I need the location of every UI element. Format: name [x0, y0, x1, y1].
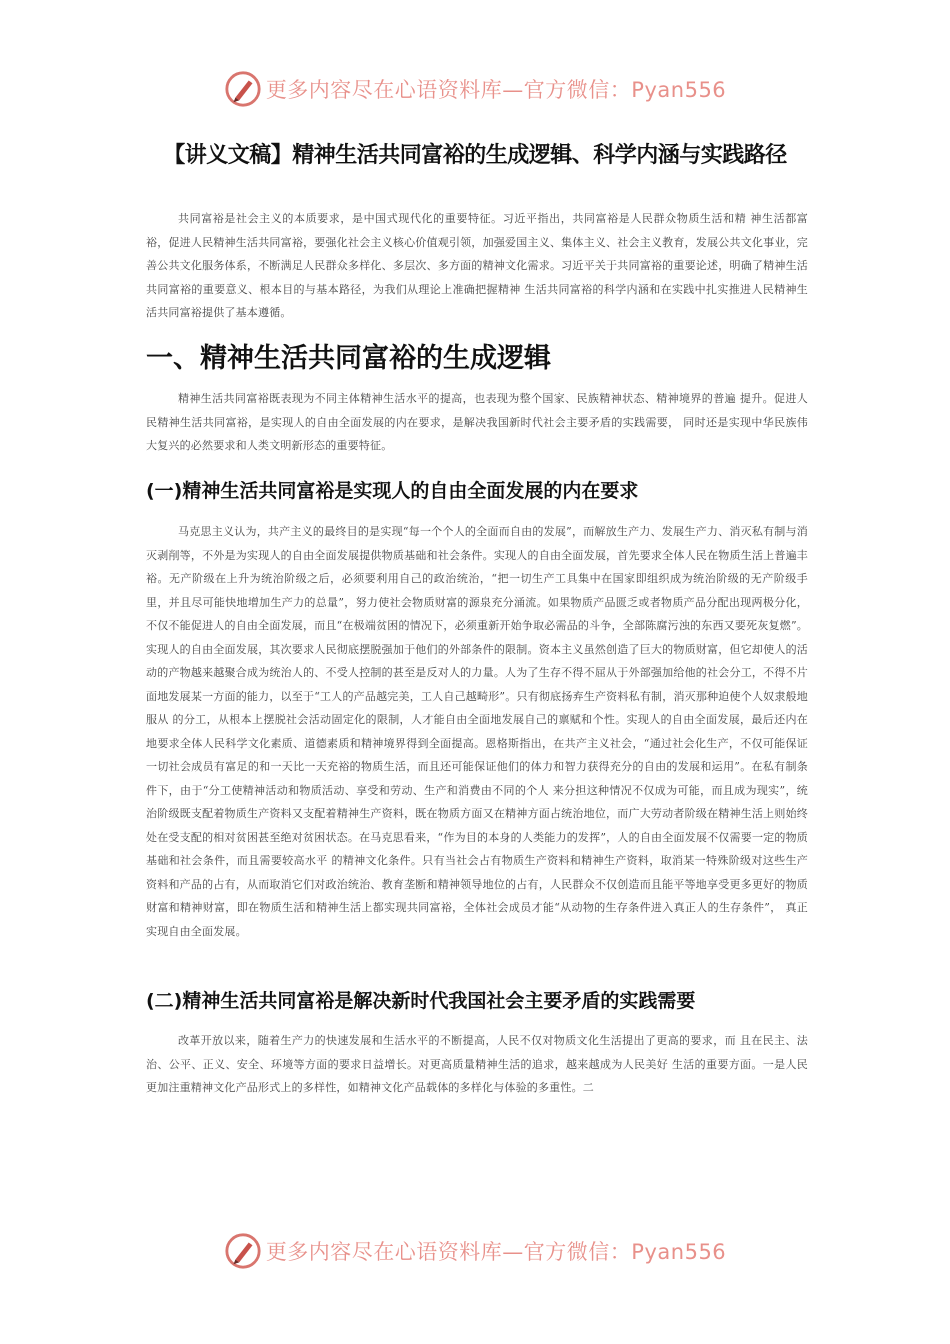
pen-logo-icon	[224, 1232, 262, 1270]
document-title: 【讲义文稿】精神生活共同富裕的生成逻辑、科学内涵与实践路径	[163, 143, 787, 168]
subsection-heading-2: (二)精神生活共同富裕是解决新时代我国社会主要矛盾的实践需要	[146, 990, 696, 1012]
banner-text: 更多内容尽在心语资料库—官方微信：Pyan556	[265, 1240, 727, 1264]
pen-logo-icon	[224, 70, 262, 108]
intro-paragraph: 共同富裕是社会主义的本质要求，是中国式现代化的重要特征。习近平指出，共同富裕是人民群众物质生活和精 神生活都富裕，促进人民精神生活共同富裕，要强化社会主义核心价值观引领，加强爱国主义、集体主义、社会主义教育，发展公共文化事业，完善公共文化服务体系，不断满足人民群众多样化、多层次、多方面的精神文化需求。习近平关于共同富裕的重要论述，明确了精神生活共同富裕的重要意义、根本目的与基本路径，为我们从理论上准确把握精神 生活共同富裕的科学内涵和在实践中扎实推进人民精神生活共同富裕提供了基本遵循。	[146, 212, 808, 319]
section-heading-1: 一、精神生活共同富裕的生成逻辑	[146, 343, 551, 374]
section-1-paragraph: 精神生活共同富裕既表现为不同主体精神生活水平的提高，也表现为整个国家、民族精神状态、精神境界的普遍 提升。促进人民精神生活共同富裕，是实现人的自由全面发展的内在要求，是解决我国新时代社会主要矛盾的实践需要， 同时还是实现中华民族伟大复兴的必然要求和人类文明新形态的重要特征。	[146, 392, 808, 452]
banner-text: 更多内容尽在心语资料库—官方微信：Pyan556	[265, 78, 727, 102]
footer-banner	[0, 1232, 950, 1270]
subsection-heading-1: (一)精神生活共同富裕是实现人的自由全面发展的内在要求	[146, 480, 639, 502]
subsection-1-paragraph: 马克思主义认为，共产主义的最终目的是实现“每一个个人的全面而自由的发展”，而解放生产力、发展生产力、消灭私有制与消灭剥削等，不外是为实现人的自由全面发展提供物质基础和社会条件。实现人的自由全面发展，首先要求全体人民在物质生活上普遍丰裕。无产阶级在上升为统治阶级之后，必须要利用自己的政治统治，“把一切生产工具集中在国家即组织成为统治阶级的无产阶级手里，并且尽可能快地增加生产力的总量”，努力使社会物质财富的源泉充分涌流。如果物质产品匮乏或者物质产品分配出现两极分化，不仅不能促进人的自由全面发展，而且“在极端贫困的情况下，必须重新开始争取必需品的斗争，全部陈腐污浊的东西又要死灰复燃”。实现人的自由全面发展，其次要求人民彻底摆脱强加于他们的外部条件的限制。资本主义虽然创造了巨大的物质财富，但它却使人的活动的产物越来越聚合成为统治人的、不受人控制的甚至是反对人的力量。人为了生存不得不屈从于外部强加给他的社会分工，不得不片面地发展某一方面的能力，以至于“工人的产品越完美，工人自己越畸形”。只有彻底扬弃生产资料私有制，消灭那种迫使个人奴隶般地服从 的分工，从根本上摆脱社会活动固定化的限制，人才能自由全面地发展自己的禀赋和个性。实现人的自由全面发展，最后还内在地要求全体人民科学文化素质、道德素质和精神境界得到全面提高。恩格斯指出，在共产主义社会，“通过社会化生产，不仅可能保证一切社会成员有富足的和一天比一天充裕的物质生活，而且还可能保证他们的体力和智力获得充分的自由的发展和运用”。在私有制条件下，由于“分工使精神活动和物质活动、享受和劳动、生产和消费由不同的个人 来分担这种情况不仅成为可能，而且成为现实”，统治阶级既支配着物质生产资料又支配着精神生产资料，既在物质方面又在精神方面占统治地位，而广大劳动者阶级在精神生活上则始终处在受支配的相对贫困甚至绝对贫困状态。在马克思看来，“作为目的本身的人类能力的发挥”，人的自由全面发展不仅需要一定的物质基础和社会条件，而且需要较高水平 的精神文化条件。只有当社会占有物质生产资料和精神生产资料，取消某一特殊阶级对这些生产资料和产品的占有，从而取消它们对政治统治、教育垄断和精神领导地位的占有，人民群众不仅创造而且能平等地享受更多更好的物质财富和精神财富，即在物质生活和精神生活上都实现共同富裕，全体社会成员才能“从动物的生存条件进入真正人的生存条件”， 真正实现自由全面发展。	[146, 525, 808, 938]
subsection-2-paragraph: 改革开放以来，随着生产力的快速发展和生活水平的不断提高，人民不仅对物质文化生活提出了更高的要求，而 且在民主、法治、公平、正义、安全、环境等方面的要求日益增长。对更高质量精神生活的追求，越来越成为人民美好 生活的重要方面。一是人民更加注重精神文化产品形式上的多样性，如精神文化产品载体的多样化与体验的多重性。二	[146, 1034, 808, 1094]
header-banner	[0, 70, 950, 108]
